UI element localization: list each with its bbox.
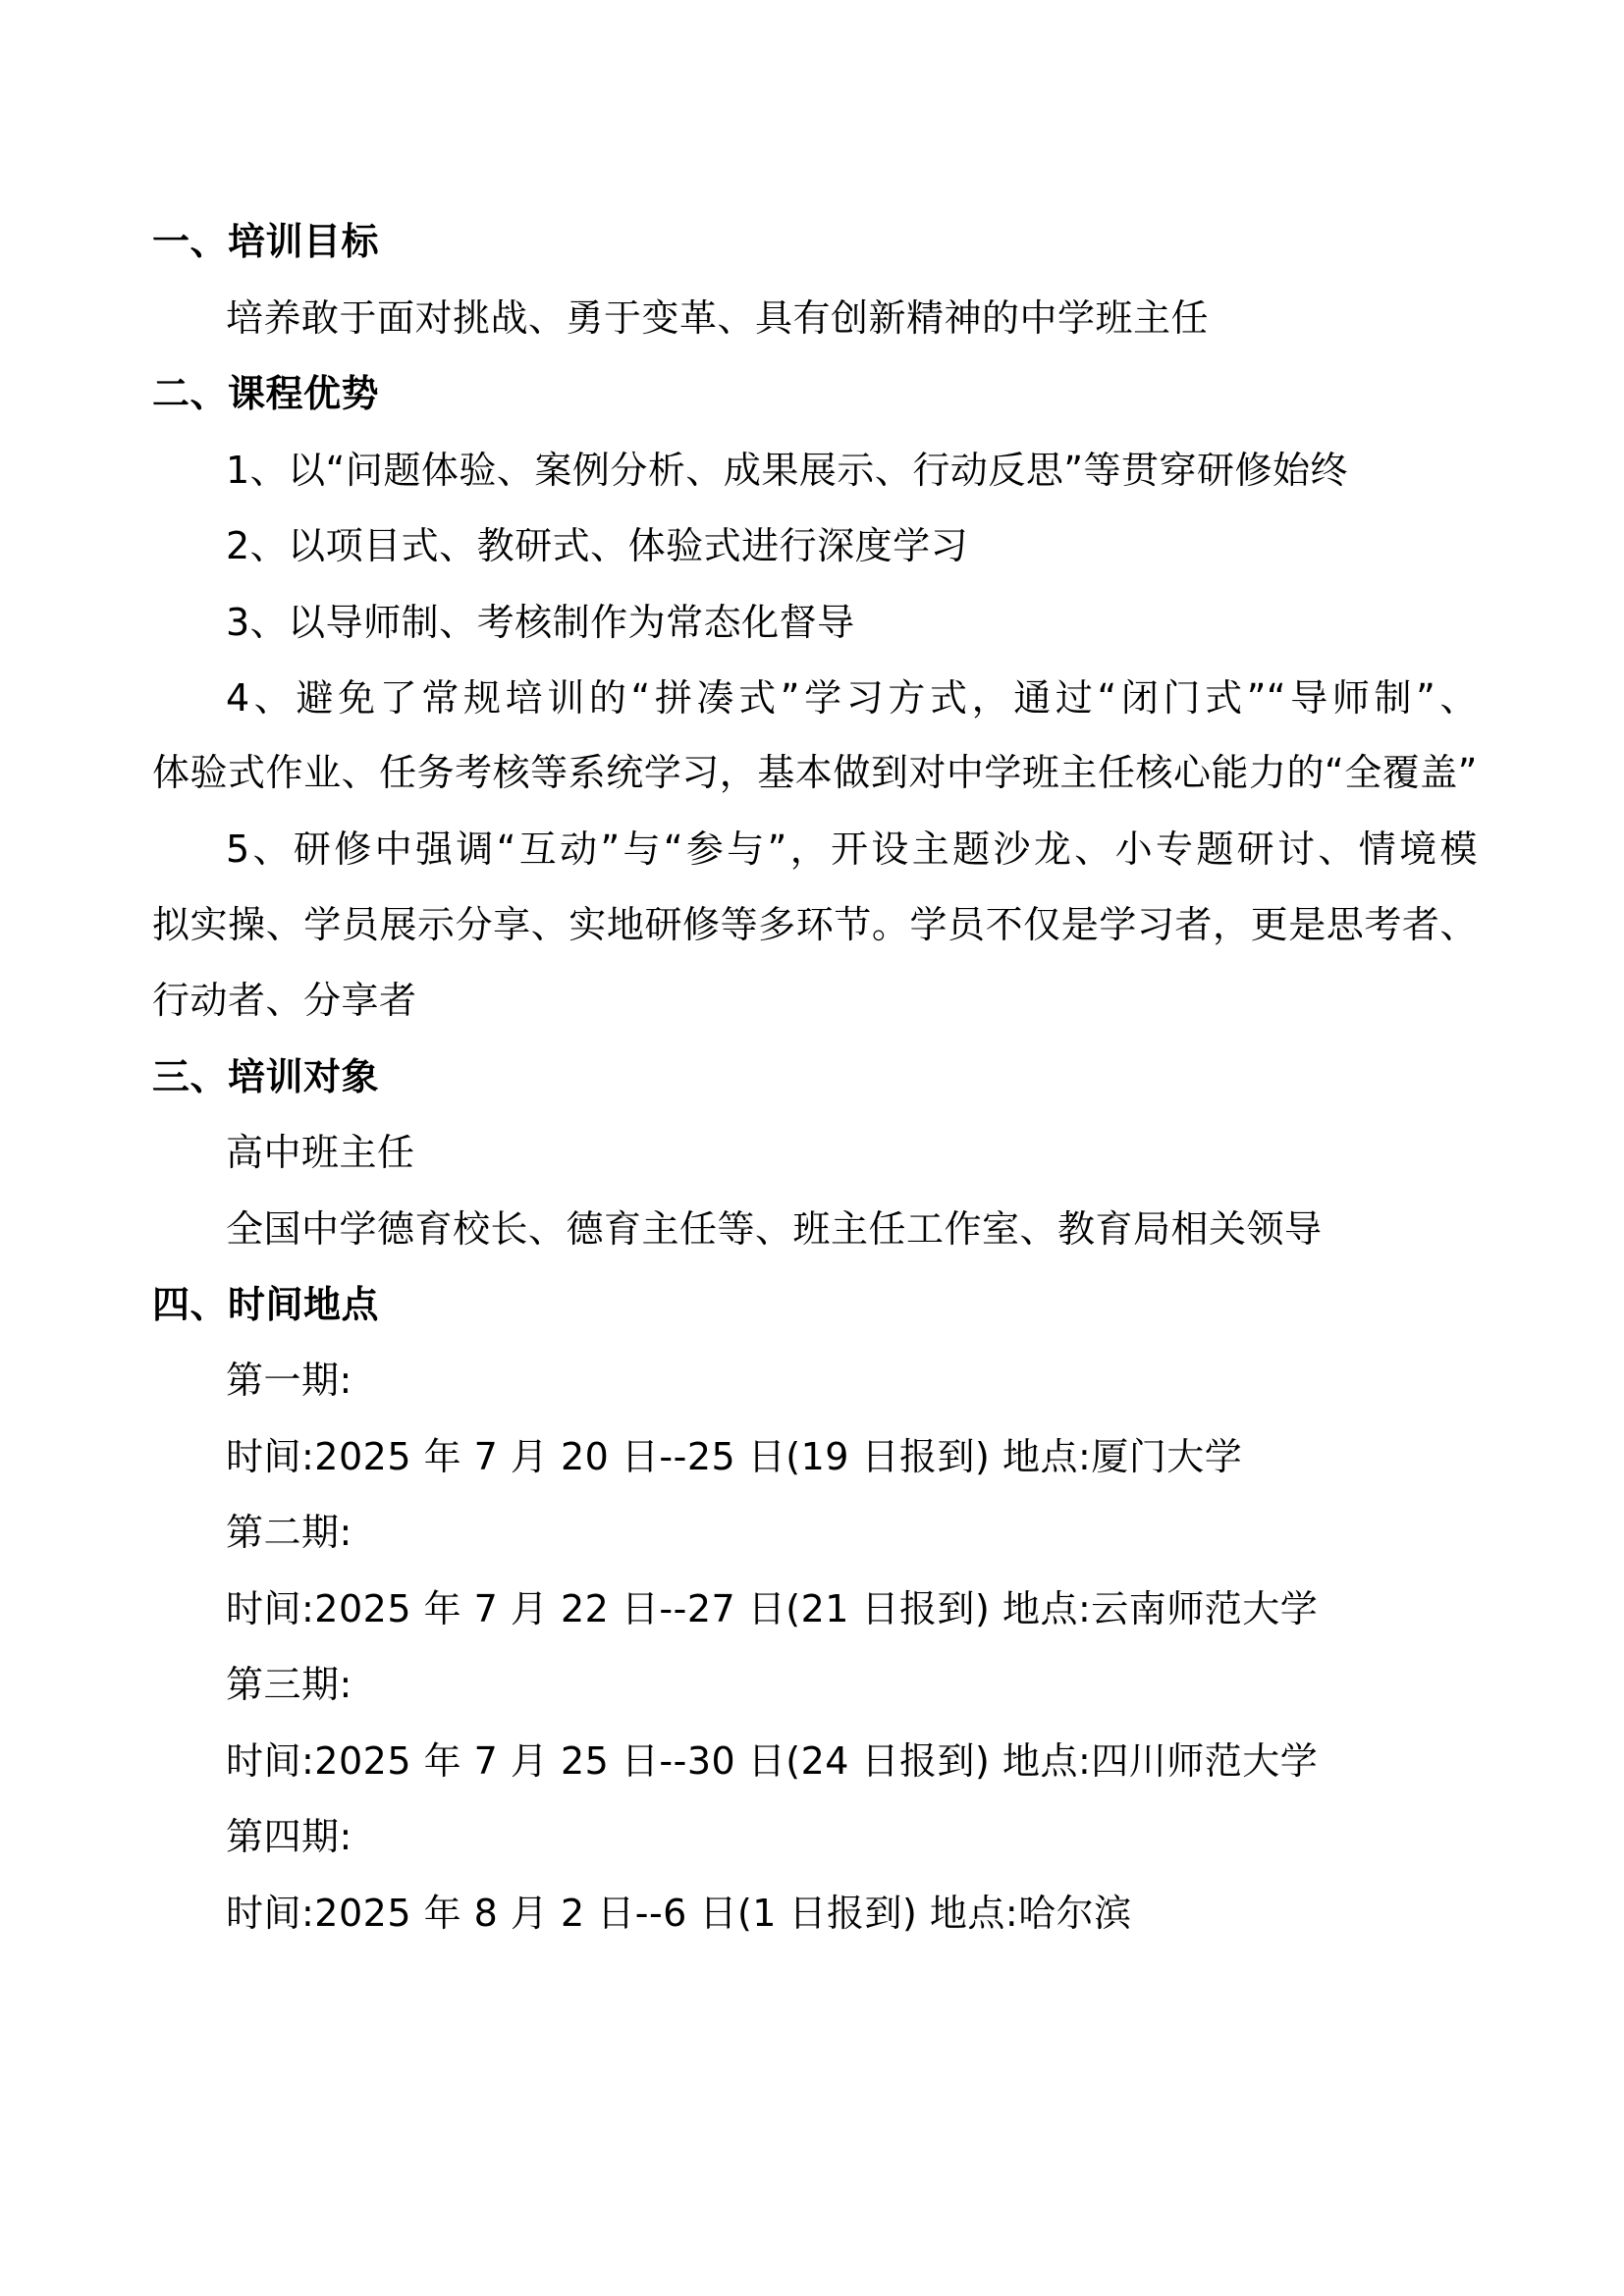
advantage-item-2: 2、以项目式、教研式、体验式进行深度学习	[226, 524, 969, 567]
advantage-item-5-line-2: 拟实操、学员展示分享、实地研修等多环节。学员不仅是学习者，更是思考者、	[152, 903, 1478, 946]
period-1-detail: 时间:2025 年 7 月 20 日--25 日(19 日报到) 地点:厦门大学	[226, 1435, 1243, 1478]
advantage-item-4-line-2: 体验式作业、任务考核等系统学习，基本做到对中学班主任核心能力的“全覆盖”	[152, 751, 1478, 794]
period-4-detail: 时间:2025 年 8 月 2 日--6 日(1 日报到) 地点:哈尔滨	[226, 1892, 1132, 1935]
audience-line-1: 高中班主任	[226, 1131, 415, 1174]
section-heading-advantages: 二、课程优势	[152, 372, 380, 415]
period-3-label: 第三期:	[226, 1663, 352, 1706]
goal-text: 培养敢于面对挑战、勇于变革、具有创新精神的中学班主任	[226, 296, 1210, 340]
period-3-detail: 时间:2025 年 7 月 25 日--30 日(24 日报到) 地点:四川师范大学	[226, 1739, 1319, 1783]
period-2-label: 第二期:	[226, 1511, 352, 1554]
section-heading-goal: 一、培训目标	[152, 220, 380, 263]
advantage-item-5-line-3: 行动者、分享者	[152, 979, 417, 1022]
section-heading-schedule: 四、时间地点	[152, 1283, 380, 1326]
audience-line-2: 全国中学德育校长、德育主任等、班主任工作室、教育局相关领导	[226, 1207, 1323, 1251]
advantage-item-1: 1、以“问题体验、案例分析、成果展示、行动反思”等贯穿研修始终	[226, 449, 1349, 492]
advantage-item-5-line-1: 5、研修中强调“互动”与“参与”，开设主题沙龙、小专题研讨、情境模	[226, 828, 1478, 871]
period-1-label: 第一期:	[226, 1359, 352, 1402]
advantage-item-4-line-1: 4、避免了常规培训的“拼凑式”学习方式，通过“闭门式”“导师制”、	[226, 676, 1478, 720]
section-heading-audience: 三、培训对象	[152, 1055, 380, 1098]
period-2-detail: 时间:2025 年 7 月 22 日--27 日(21 日报到) 地点:云南师范大学	[226, 1587, 1319, 1630]
period-4-label: 第四期:	[226, 1815, 352, 1858]
advantage-item-3: 3、以导师制、考核制作为常态化督导	[226, 601, 855, 644]
